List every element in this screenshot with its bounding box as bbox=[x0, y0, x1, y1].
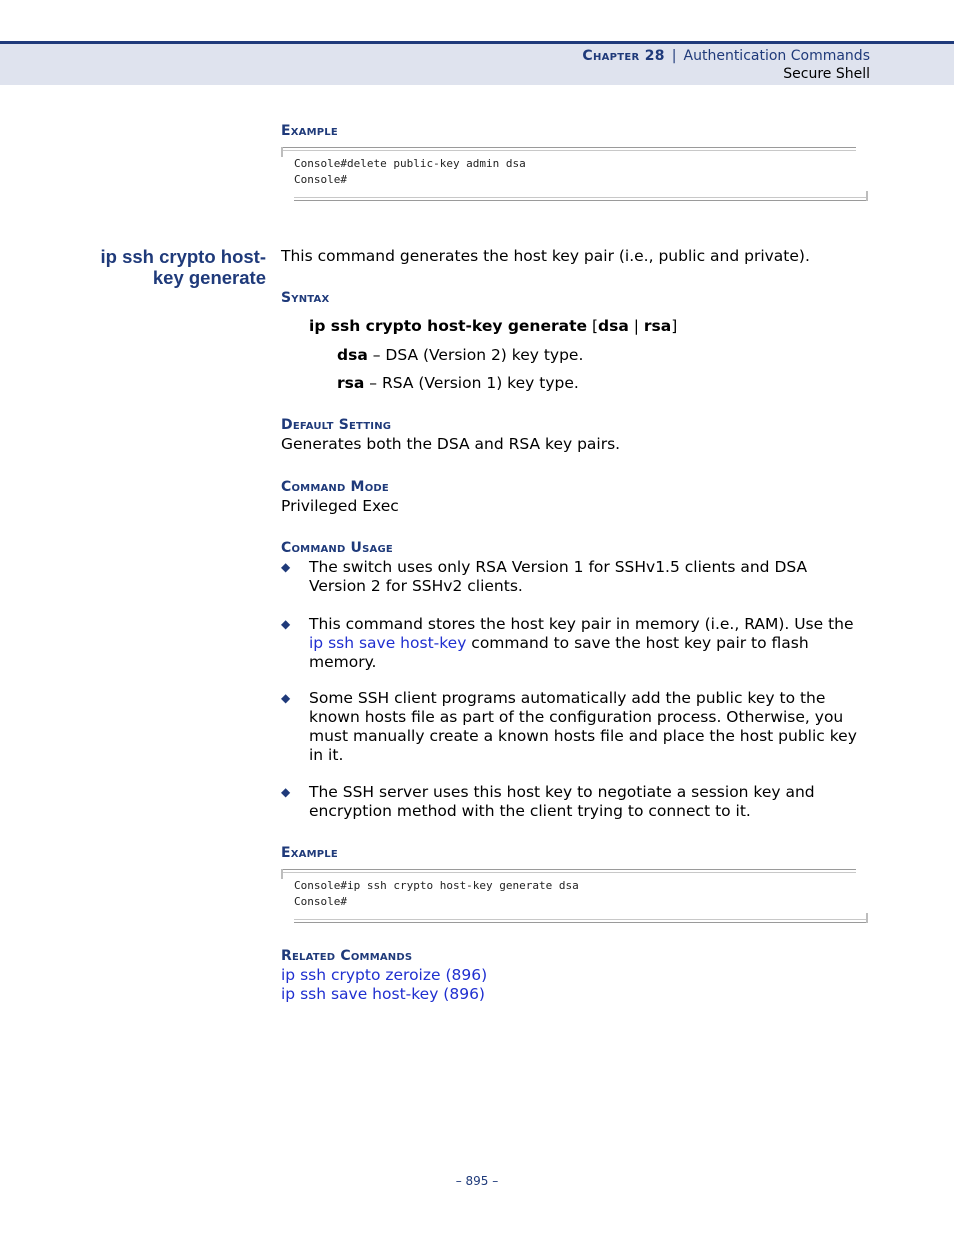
usage-line: known hosts file as part of the configuration process. Otherwise, you bbox=[309, 708, 844, 726]
example-heading-1: Example bbox=[281, 123, 338, 139]
syntax-line bbox=[309, 317, 677, 336]
usage-line: memory. bbox=[309, 653, 377, 671]
code-block-2 bbox=[281, 869, 868, 923]
usage-line-rest: command to save the host key pair to flash bbox=[466, 634, 809, 652]
command-description: This command generates the host key pair (i.e., public and private). bbox=[281, 247, 810, 265]
syntax-opt-dsa: dsa bbox=[598, 317, 629, 335]
code-right-tick bbox=[866, 913, 868, 923]
page-header bbox=[0, 41, 954, 85]
syntax-pipe: | bbox=[628, 317, 644, 335]
usage-item-1 bbox=[309, 558, 807, 596]
chapter-title: Authentication Commands bbox=[683, 48, 870, 64]
param-rsa bbox=[337, 374, 579, 393]
param-desc: – DSA (Version 2) key type. bbox=[367, 346, 584, 364]
code-block-1 bbox=[281, 147, 868, 201]
bullet-diamond-icon: ◆ bbox=[281, 691, 291, 705]
code-top-rule bbox=[281, 147, 856, 151]
chapter-line bbox=[582, 48, 870, 64]
usage-line: The switch uses only RSA Version 1 for SSHv1.5 clients and DSA bbox=[309, 558, 808, 576]
usage-line: must manually create a known hosts file and place the host public key bbox=[309, 727, 857, 745]
code-line: Console# bbox=[294, 895, 347, 908]
param-name: dsa bbox=[337, 346, 368, 364]
code-left-tick bbox=[281, 147, 283, 157]
code-line: Console# bbox=[294, 173, 347, 186]
bullet-diamond-icon: ◆ bbox=[281, 785, 291, 799]
link-ip-ssh-save-host-key-related[interactable]: ip ssh save host-key (896) bbox=[281, 985, 485, 1003]
param-desc: – RSA (Version 1) key type. bbox=[364, 374, 579, 392]
usage-line: This command stores the host key pair in memory (i.e., RAM). Use the bbox=[309, 615, 854, 633]
command-title-line2: key generate bbox=[152, 267, 266, 288]
command-mode-text: Privileged Exec bbox=[281, 497, 399, 515]
code-bottom-rule bbox=[294, 197, 868, 201]
usage-line: The SSH server uses this host key to negotiate a session key and bbox=[309, 783, 815, 801]
param-name: rsa bbox=[337, 374, 365, 392]
syntax-heading: Syntax bbox=[281, 290, 330, 306]
header-separator: | bbox=[671, 48, 677, 64]
usage-line: Some SSH client programs automatically add the public key to the bbox=[309, 689, 826, 707]
usage-line: in it. bbox=[309, 746, 344, 764]
link-ip-ssh-save-host-key[interactable]: ip ssh save host-key bbox=[309, 634, 467, 652]
related-commands-heading: Related Commands bbox=[281, 948, 413, 964]
usage-item-2 bbox=[309, 615, 854, 672]
usage-item-4 bbox=[309, 783, 815, 821]
bullet-diamond-icon: ◆ bbox=[281, 560, 291, 574]
command-usage-heading: Command Usage bbox=[281, 540, 393, 556]
default-setting-heading: Default Setting bbox=[281, 417, 392, 433]
chapter-number: Chapter 28 bbox=[582, 48, 665, 64]
page-number: – 895 – bbox=[455, 1174, 499, 1188]
code-line: Console#ip ssh crypto host-key generate dsa bbox=[294, 879, 579, 892]
code-line: Console#delete public-key admin dsa bbox=[294, 157, 526, 170]
code-bottom-rule bbox=[294, 919, 868, 923]
param-dsa bbox=[337, 346, 583, 365]
usage-line: Version 2 for SSHv2 clients. bbox=[309, 577, 523, 595]
usage-line bbox=[309, 634, 854, 653]
syntax-bracket-close: ] bbox=[671, 317, 678, 335]
syntax-opt-rsa: rsa bbox=[643, 317, 672, 335]
section-title: Secure Shell bbox=[783, 66, 870, 82]
syntax-bracket-open: [ bbox=[587, 317, 598, 335]
command-title bbox=[101, 246, 267, 288]
bullet-diamond-icon: ◆ bbox=[281, 617, 291, 631]
code-right-tick bbox=[866, 191, 868, 201]
command-mode-heading: Command Mode bbox=[281, 479, 389, 495]
syntax-command: ip ssh crypto host-key generate bbox=[309, 317, 588, 335]
code-left-tick bbox=[281, 869, 283, 879]
example-heading-2: Example bbox=[281, 845, 338, 861]
default-setting-text: Generates both the DSA and RSA key pairs. bbox=[281, 435, 621, 453]
command-title-line1: ip ssh crypto host- bbox=[100, 246, 266, 267]
code-top-rule bbox=[281, 869, 856, 873]
link-ip-ssh-crypto-zeroize[interactable]: ip ssh crypto zeroize (896) bbox=[281, 966, 488, 984]
usage-line: encryption method with the client trying to connect to it. bbox=[309, 802, 751, 820]
usage-item-3 bbox=[309, 689, 857, 765]
